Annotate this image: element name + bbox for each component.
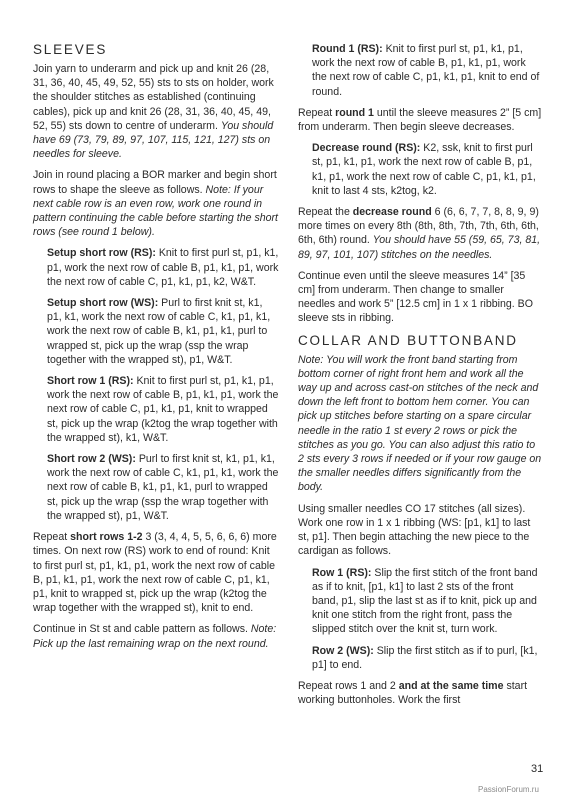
sleeves-pickup-paragraph [33,62,280,161]
sleeves-heading: SLEEVES [33,42,108,57]
left-column [33,42,280,658]
collar-repeat-paragraph [298,679,542,707]
repeat-short-rows-paragraph [33,530,280,615]
pickup-text: Join yarn to underarm and pick up and knit 26 (28, 31, 36, 40, 45, 49, 52, 55) sts to sts on holder, work the shoulder stitches as established (continuing cables), pick up and knit 26 (28, 31, 36, 40, 45, 49, 52, 55) sts down to centre of underarm. [33,63,274,132]
collar-repeat-text-b: start working buttonholes. Work the first [298,679,528,707]
collar-heading: COLLAR AND BUTTONBAND [298,332,518,348]
setup-ws-label: Setup short row (WS): [47,297,159,310]
right-column [298,42,542,714]
short-row-2-label: Short row 2 (WS): [47,453,136,466]
decrease-round-instruction [312,141,542,198]
setup-ws-instruction [47,296,280,367]
round-1-label: Round 1 (RS): [312,43,383,55]
short-row-1-text: Knit to first purl st, p1, k1, p1, work the next row of cable B, p1, k1, p1, work the next row of cable C, p1, k1, p1, knit to wrapped st, pick up the wrap (k2tog the wrap together with the wrapped st), k1, W&T. [47,375,279,444]
repeat-round-1-paragraph [298,106,542,134]
short-row-2-text: Purl to first knit st, k1, p1, k1, work the next row of cable C, k1, p1, k1, work the next row of cable B, k1, p1, k1, purl to wrapped st, pick up the wrap (ssp the wrap together with the wrapped st), p1, W&T. [47,453,279,522]
collar-row-1-label: Row 1 (RS): [312,566,372,579]
setup-ws-text: Purl to first knit st, k1, p1, k1, work the next row of cable C, k1, p1, k1, work the next row of cable B, k1, p1, k1, purl to wrapped st, pick up the wrap (ssp the wrap together with the wrapped st), p1, W&T. [47,297,271,366]
repeat-round-bold: round 1 [335,106,374,119]
decrease-round-label: Decrease round (RS): [312,142,421,155]
repeat-decrease-text-b: 6 (6, 6, 7, 7, 8, 8, 9, 9) more times on every 8th (8th, 8th, 7th, 7th, 6th, 6th, 6th, 6th) round. [298,206,539,247]
repeat-bold: short rows 1-2 [70,531,143,544]
short-rows-intro-paragraph [33,168,280,239]
pickup-note: You should have 69 (73, 79, 89, 97, 107, 115, 121, 127) sts on needles for sleeve. [33,119,274,161]
repeat-decrease-text-a: Repeat the [298,206,353,219]
collar-row-2-text: Slip the first stitch as if to purl, [k1, p1] to end. [312,644,538,671]
short-row-1-label: Short row 1 (RS): [47,375,134,388]
watermark: PassionForum.ru [478,785,539,794]
repeat-round-text-a: Repeat [298,106,336,119]
collar-row-2-instruction [312,644,542,672]
collar-cast-on-paragraph: Using smaller needles CO 17 stitches (all sizes). Work one row in 1 x 1 ribbing (WS: [p1, k1] to last st, p1]. Then begin attaching the new piece to the cardigan as follows. [298,502,531,558]
continue-paragraph [33,622,280,650]
repeat-text-b: 3 (3, 4, 4, 5, 5, 6, 6, 6) more times. On next row (RS) work to end of round: Knit to first purl st, p1, k1, p1, work the next row of cable B, p1, k1, p1, work the next row of cable C, p1, k1, p1, knit to wrapped st, pick up the wrap (k2tog the wrap together with the wrapped st), knit to end. [33,531,277,615]
repeat-decrease-bold: decrease round [352,206,432,219]
round-1-instruction [312,42,542,99]
page-number: 31 [531,763,544,775]
short-rows-note: Note: If your next cable row is an even row, work one round in pattern continuing the cable before starting the short rows (see round 1 below). [33,183,278,239]
setup-rs-text: Knit to first purl st, p1, k1, p1, work the next row of cable B, p1, k1, p1, work the next row of cable C, p1, k1, p1, k2, W&T. [47,247,279,288]
repeat-round-text-b: until the sleeve measures 2” [5 cm] from underarm. Then begin sleeve decreases. [298,106,542,134]
repeat-decrease-paragraph [298,205,542,262]
short-rows-intro-text: Join in round placing a BOR marker and begin short rows to shape the sleeve as follows. [33,169,277,196]
continue-note: Note: Pick up the last remaining wrap on the next round. [33,623,277,650]
round-1-text: Knit to first purl st, p1, k1, p1, work the next row of cable B, p1, k1, p1, work the next row of cable C, p1, k1, p1, knit to end of round. [312,43,540,98]
setup-rs-instruction [47,246,280,289]
repeat-decrease-note: You should have 55 (59, 65, 73, 81, 89, 97, 101, 107) stitches on the needles. [298,234,541,261]
collar-row-1-text: Slip the first stitch of the front band as if to knit, [p1, k1] to last 2 sts of the front band, p1, slip the last st as if to knit, pick up and knit one stitch from the right front, pass the slipped stitch over the knit st, turn work. [312,566,538,636]
collar-row-2-label: Row 2 (WS): [312,644,374,657]
collar-repeat-bold: and at the same time [398,679,504,692]
collar-note-text: Note: You will work the front band starting from bottom corner of right front hem and work all the way up and across cast-on stitches of the neck and down the left front to bottom hem corner. You can pick up stitches before starting on a spare circular needle in the ratio 1 st every 2 rows or pick the stitches as you go. You can also adjust this ratio to 2 sts every 3 rows if needed or if your row gauge on the smaller needles differs significantly from the body. [298,353,542,494]
collar-repeat-text-a: Repeat rows 1 and 2 [298,679,399,692]
short-row-1-instruction [47,374,280,445]
collar-row-1-instruction [312,566,542,637]
continue-text: Continue in St st and cable pattern as follows. [33,623,251,636]
decrease-round-text: K2, ssk, knit to first purl st, p1, k1, p1, work the next row of cable B, p1, k1, p1, work the next row of cable C, p1, k1, p1, knit to last 4 sts, k2tog, k2. [312,142,536,197]
collar-note [298,353,542,495]
short-row-2-instruction [47,452,280,523]
continue-even-paragraph: Continue even until the sleeve measures 14” [35 cm] from underarm. Then change to smaller needles and work 5” [12.5 cm] in 1 x 1 ribbing. BO sleeve sts in ribbing. [298,269,533,325]
repeat-text-a: Repeat [33,531,71,544]
setup-rs-label: Setup short row (RS): [47,247,156,260]
